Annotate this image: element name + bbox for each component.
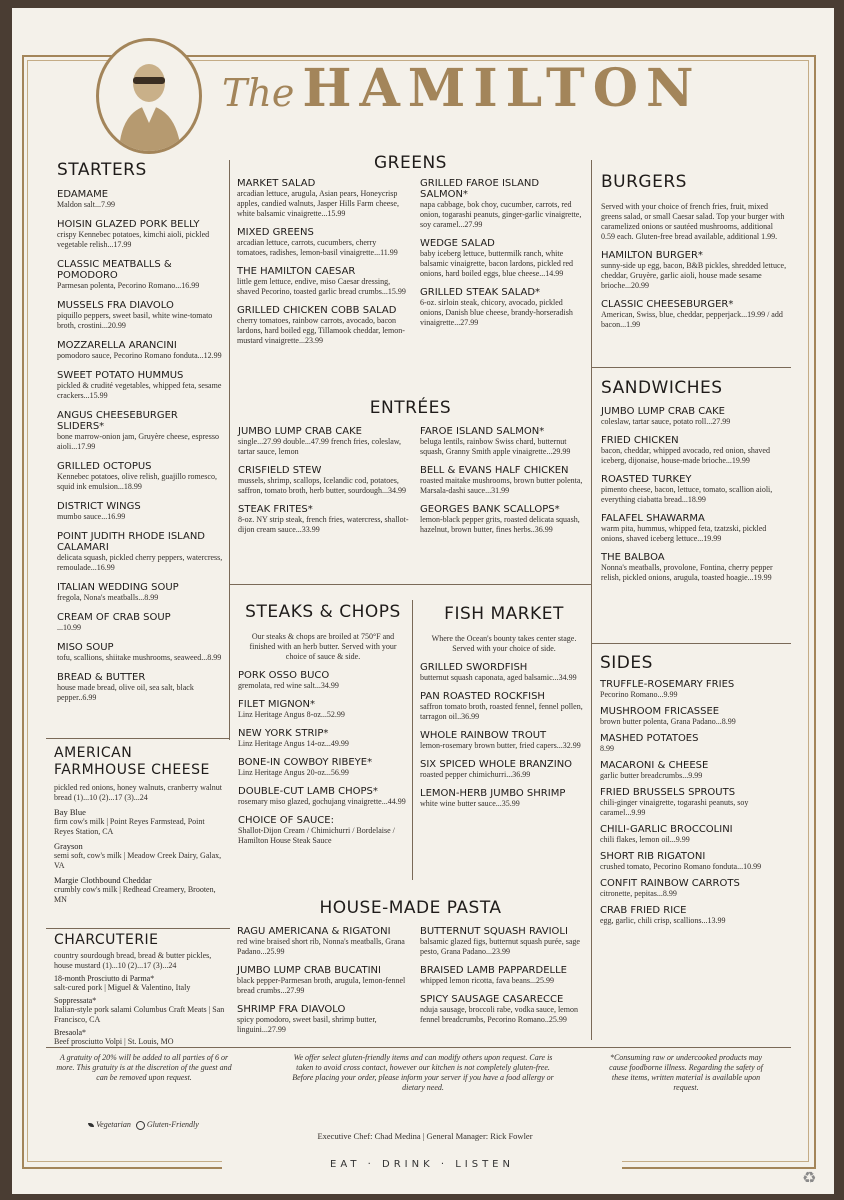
menu-item-description: crispy Kennebec potatoes, kimchi aioli, pickled vegetable relish...17.99 (57, 230, 210, 249)
menu-item-description: egg, garlic, chili crisp, scallions...13.99 (600, 916, 726, 925)
menu-item-description: arcadian lettuce, carrots, cucumbers, cherry tomatoes, radishes, lemon-basil vinaigrette...11.99 (237, 238, 398, 257)
pasta-heading-wrap (230, 898, 591, 918)
menu-item-name: Bresaola* (54, 1028, 86, 1037)
menu-item (238, 815, 408, 846)
menu-item-name: THE HAMILTON CAESAR (237, 266, 356, 277)
menu-item-description: saffron tomato broth, roasted fennel, fennel pollen, tarragon oil..36.99 (420, 702, 583, 721)
sandwiches-heading: SANDWICHES (601, 378, 723, 398)
menu-item (57, 531, 227, 573)
menu-item (57, 189, 227, 210)
menu-item-name: SWEET POTATO HUMMUS (57, 370, 184, 381)
menu-item-name: FRIED BRUSSELS SPROUTS (600, 787, 736, 798)
menu-item-description: coleslaw, tartar sauce, potato roll...27.99 (601, 417, 731, 426)
burgers-section (601, 172, 787, 330)
menu-item-name: WHOLE RAINBOW TROUT (420, 730, 547, 741)
fish-list (420, 662, 588, 809)
menu-item-description: balsamic glazed figs, butternut squash purée, sage pesto, Grana Padano...23.99 (420, 937, 580, 956)
menu-item (600, 824, 788, 845)
menu-item (238, 504, 410, 535)
menu-item (57, 672, 227, 703)
menu-item-description: bacon, cheddar, whipped avocado, red onion, shaved iceberg, dijonaise, house-made brioche...19.99 (601, 446, 770, 465)
menu-item (238, 426, 410, 457)
menu-item-name: DISTRICT WINGS (57, 501, 141, 512)
menu-item-name: WEDGE SALAD (420, 238, 495, 249)
menu-item-name: GEORGES BANK SCALLOPS* (420, 504, 560, 515)
menu-item-description: warm pita, hummus, whipped feta, tzatzski, pickled onions, shaved iceberg lettuce...19.99 (601, 524, 767, 543)
menu-item-name: Bay Blue (54, 807, 86, 817)
column-divider-3 (412, 600, 413, 880)
menu-item-name: EDAMAME (57, 189, 109, 200)
menu-item (420, 691, 588, 722)
menu-item-name: MISO SOUP (57, 642, 114, 653)
menu-item-description: semi soft, cow's milk | Meadow Creek Dairy, Galax, VA (54, 851, 222, 870)
sides-heading: SIDES (600, 653, 653, 673)
menu-item-name: FRIED CHICKEN (601, 435, 679, 446)
sandwiches-section (601, 378, 787, 583)
menu-item-description: white wine butter sauce...35.99 (420, 799, 520, 808)
menu-item (420, 965, 588, 986)
menu-item (238, 786, 408, 807)
menu-item (420, 178, 588, 230)
gluten-friendly-icon (136, 1121, 145, 1130)
menu-item-name: MUSSELS FRA DIAVOLO (57, 300, 174, 311)
entrees-heading: ENTRÉES (369, 398, 452, 418)
menu-item-description: Linz Heritage Angus 14-oz...49.99 (238, 739, 349, 748)
menu-item-name: CLASSIC CHEESEBURGER* (601, 299, 734, 310)
menu-item-description: Beef prosciutto Volpi | St. Louis, MO (54, 1037, 174, 1046)
dietary-legend (72, 1120, 212, 1130)
column-divider-1 (229, 160, 230, 740)
greens-left (237, 170, 409, 346)
staff-credits: Executive Chef: Chad Medina | General Manager: Rick Fowler (317, 1131, 533, 1141)
menu-item-description: salt-cured pork | Miguel & Valentino, Italy (54, 983, 191, 992)
menu-item (57, 642, 227, 663)
menu-item-name: MASHED POTATOES (600, 733, 699, 744)
menu-item-description: bone marrow-onion jam, Gruyère cheese, espresso aioli...17.99 (57, 432, 219, 451)
menu-item (54, 996, 226, 1025)
menu-item (237, 178, 409, 219)
menu-item-description: butternut squash caponata, aged balsamic...34.99 (420, 673, 577, 682)
menu-item-description: spicy pomodoro, sweet basil, shrimp butter, linguini...27.99 (237, 1015, 377, 1034)
menu-item (420, 426, 588, 457)
menu-item (54, 875, 226, 905)
menu-item (420, 926, 588, 957)
menu-item (601, 435, 787, 466)
menu-item-description: 6-oz. sirloin steak, chicory, avocado, pickled onions, Danish blue cheese, brandy-horseradish vinaigrette...27.99 (420, 298, 573, 327)
menu-item-description: pickled & crudité vegetables, whipped feta, sesame crackers...15.99 (57, 381, 222, 400)
entrees-left (238, 418, 410, 535)
menu-item (237, 926, 409, 957)
menu-item-description: single...27.99 double...47.99 french fries, coleslaw, tartar sauce, lemon (238, 437, 401, 456)
menu-item-description: piquillo peppers, sweet basil, white wine-tomato broth, crostini...20.99 (57, 311, 213, 330)
menu-item-description: Italian-style pork salami Columbus Craft Meats | San Francisco, CA (54, 1005, 225, 1024)
menu-item-name: SHORT RIB RIGATONI (600, 851, 706, 862)
brand-hamilton: HAMILTON (302, 58, 702, 119)
menu-item-description: tofu, scallions, shiitake mushrooms, seaweed...8.99 (57, 653, 222, 662)
menu-item (54, 1028, 226, 1047)
menu-item (57, 259, 227, 291)
greens-right (420, 170, 588, 328)
footer-divider (46, 1047, 791, 1048)
menu-item (601, 250, 787, 291)
menu-item (57, 582, 227, 603)
menu-item-description: crushed tomato, Pecorino Romano fonduta...10.99 (600, 862, 762, 871)
menu-item-description: red wine braised short rib, Nonna's meatballs, Grana Padano...25.99 (237, 937, 405, 956)
menu-item-name: RAGU AMERICANA & RIGATONI (237, 926, 391, 937)
menu-item-name: GRILLED STEAK SALAD* (420, 287, 541, 298)
menu-item-description: whipped lemon ricotta, fava beans...25.99 (420, 976, 554, 985)
menu-item (57, 612, 227, 633)
tagline (222, 1152, 622, 1171)
menu-item (420, 238, 588, 279)
menu-item-description: lemon-rosemary brown butter, fried capers...32.99 (420, 741, 581, 750)
menu-item-name: THE BALBOA (601, 552, 665, 563)
menu-item-name: HOISIN GLAZED PORK BELLY (57, 219, 200, 230)
hamilton-portrait-logo (96, 38, 202, 154)
sandwiches-divider (591, 643, 791, 644)
menu-item-description: chili-ginger vinaigrette, togarashi peanuts, soy caramel...9.99 (600, 798, 749, 817)
charcuterie-list (54, 974, 226, 1047)
menu-item-description: sunny-side up egg, bacon, B&B pickles, shredded lettuce, cheddar, Gruyère, garlic aioli, house made sesame brioche...20.99 (601, 261, 787, 290)
menu-item (420, 504, 588, 535)
menu-item (601, 552, 787, 583)
menu-item (600, 878, 788, 899)
sandwiches-list (601, 406, 787, 583)
menu-item-description: Parmesan polenta, Pecorino Romano...16.99 (57, 281, 200, 290)
menu-item-description: Kennebec potatoes, olive relish, guajillo romesco, squid ink emulsion...18.99 (57, 472, 217, 491)
menu-item-description: Nonna's meatballs, provolone, Fontina, cherry pepper relish, pickled onions, arugula, toasted hoagie...19.99 (601, 563, 773, 582)
menu-item-name: JUMBO LUMP CRAB CAKE (601, 406, 725, 417)
menu-item (601, 406, 787, 427)
menu-item-name: TRUFFLE-ROSEMARY FRIES (600, 679, 735, 690)
vegetarian-leaf-icon (88, 1123, 94, 1127)
menu-item (420, 994, 588, 1025)
menu-item-name: SHRIMP FRA DIAVOLO (237, 1004, 346, 1015)
brand-the: The (222, 71, 295, 115)
restaurant-name (222, 58, 702, 119)
menu-item-name: GRILLED SWORDFISH (420, 662, 528, 673)
menu-item (420, 662, 588, 683)
menu-item-description: Linz Heritage Angus 20-oz...56.99 (238, 768, 349, 777)
menu-item-name: HAMILTON BURGER* (601, 250, 703, 261)
cheese-divider (46, 928, 230, 929)
menu-item (420, 287, 588, 328)
menu-item (237, 227, 409, 258)
menu-item (57, 461, 227, 492)
menu-item (420, 730, 588, 751)
menu-item (54, 841, 226, 871)
menu-item-name: JUMBO LUMP CRAB BUCATINI (237, 965, 381, 976)
menu-item-description: little gem lettuce, endive, miso Caesar dressing, shaved Pecorino, toasted garlic bread crumbs...15.99 (237, 277, 406, 296)
menu-item-description: fregola, Nona's meatballs...8.99 (57, 593, 159, 602)
menu-item-name: Soppressata* (54, 996, 97, 1005)
menu-item-name: ANGUS CHEESEBURGER SLIDERS* (57, 410, 178, 432)
starters-section (57, 160, 227, 703)
menu-item-description: mumbo sauce...16.99 (57, 512, 126, 521)
charcuterie-section (54, 932, 226, 1047)
menu-item-name: 18-month Prosciutto di Parma* (54, 974, 155, 983)
menu-item-name: SPICY SAUSAGE CASARECCE (420, 994, 564, 1005)
menu-item-description: gremolata, red wine salt...34.99 (238, 681, 339, 690)
menu-item-name: CONFIT RAINBOW CARROTS (600, 878, 740, 889)
menu-item (57, 370, 227, 401)
menu-item-name: Margie Clothbound Cheddar (54, 875, 152, 885)
menu-item-description: Pecorino Romano...9.99 (600, 690, 678, 699)
menu-item-description: beluga lentils, rainbow Swiss chard, butternut squash, Granny Smith apple vinaigrette...29.99 (420, 437, 571, 456)
menu-item-description: baby iceberg lettuce, buttermilk ranch, white balsamic vinaigrette, bacon lardons, pickled red onions, hard boiled eggs, blue cheese...14.99 (420, 249, 574, 278)
burgers-heading: BURGERS (601, 172, 687, 192)
menu-item-name: NEW YORK STRIP* (238, 728, 329, 739)
menu-item-name: BUTTERNUT SQUASH RAVIOLI (420, 926, 568, 937)
menu-item-description: rosemary miso glazed, gochujang vinaigrette...44.99 (238, 797, 406, 806)
steaks-heading: STEAKS & CHOPS (245, 602, 401, 622)
menu-item (238, 699, 408, 720)
menu-item-description: delicata squash, pickled cherry peppers, watercress, remoulade...16.99 (57, 553, 223, 572)
menu-item-description: nduja sausage, broccoli rabe, vodka sauce, lemon fennel breadcrumbs, Pecorino Romano..25.99 (420, 1005, 578, 1024)
menu-item (57, 410, 227, 452)
menu-item-description: brown butter polenta, Grana Padano...8.99 (600, 717, 736, 726)
column-divider-2 (591, 160, 592, 1040)
menu-item (601, 474, 787, 505)
menu-item-description: arcadian lettuce, arugula, Asian pears, Honeycrisp apples, candied walnuts, Jasper Hills Farm cheese, white balsamic vinaigrette...15.99 (237, 189, 399, 218)
steaks-section (238, 602, 408, 846)
menu-item-name: CHOICE OF SAUCE: (238, 815, 334, 826)
menu-item (238, 670, 408, 691)
cheese-section (54, 745, 226, 905)
menu-item-description: pomodoro sauce, Pecorino Romano fonduta...12.99 (57, 351, 222, 360)
menu-item-name: LEMON-HERB JUMBO SHRIMP (420, 788, 566, 799)
menu-item-description: crumbly cow's milk | Redhead Creamery, Brooten, MN (54, 885, 216, 904)
pasta-right (420, 918, 588, 1025)
menu-item (54, 974, 226, 993)
menu-item (420, 788, 588, 809)
menu-item (600, 760, 788, 781)
menu-item-name: MIXED GREENS (237, 227, 314, 238)
pasta-heading: HOUSE-MADE PASTA (319, 898, 502, 918)
burgers-list (601, 250, 787, 330)
menu-item (600, 733, 788, 754)
menu-item-name: CRISFIELD STEW (238, 465, 322, 476)
menu-item-name: BRAISED LAMB PAPPARDELLE (420, 965, 567, 976)
gratuity-note: A gratuity of 20% will be added to all parties of 6 or more. This gratuity is at the discretion of the guest and can be removed upon request. (56, 1053, 232, 1082)
menu-item-name: PAN ROASTED ROCKFISH (420, 691, 545, 702)
menu-item-description: napa cabbage, bok choy, cucumber, carrots, red onion, togarashi peanuts, ginger-garlic vinaigrette, soy caramel...27.99 (420, 200, 582, 229)
menu-item-description: chili flakes, lemon oil...9.99 (600, 835, 690, 844)
menu-item (601, 513, 787, 544)
menu-item-description: American, Swiss, blue, cheddar, pepperjack...19.99 / add bacon...1.99 (601, 310, 783, 329)
burgers-divider (591, 367, 791, 368)
menu-item-name: ITALIAN WEDDING SOUP (57, 582, 179, 593)
greens-heading: GREENS (374, 153, 447, 173)
menu-item-name: CLASSIC MEATBALLS & POMODORO (57, 259, 172, 281)
menu-item (600, 905, 788, 926)
menu-item-description: lemon-black pepper grits, roasted delicata squash, hazelnut, brown butter, fines herbs..36.99 (420, 515, 580, 534)
menu-item (237, 266, 409, 297)
menu-item (57, 501, 227, 522)
menu-item-name: GRILLED CHICKEN COBB SALAD (237, 305, 397, 316)
menu-item-description: Maldon salt...7.99 (57, 200, 115, 209)
menu-item-name: CHILI-GARLIC BROCCOLINI (600, 824, 733, 835)
menu-item-description: Shallot-Dijon Cream / Chimichurri / Bordelaise / Hamilton House Steak Sauce (238, 826, 395, 845)
menu-item (238, 757, 408, 778)
legend-gluten-friendly: Gluten-Friendly (146, 1120, 199, 1129)
entrees-heading-wrap (230, 398, 591, 418)
menu-item-name: FAROE ISLAND SALMON* (420, 426, 545, 437)
menu-item-name: CRAB FRIED RICE (600, 905, 687, 916)
cheese-list (54, 807, 226, 905)
burgers-intro: Served with your choice of french fries, fruit, mixed greens salad, or small Caesar salad. Top your burger with caramelized onions or sautéed mushrooms, additional 0.59 each. Gluten-free bread available, additional 1.99. (601, 202, 785, 241)
menu-item (237, 1004, 409, 1035)
menu-item-name: ROASTED TURKEY (601, 474, 692, 485)
menu-item-description: black pepper-Parmesan broth, arugula, lemon-fennel bread crumbs...27.99 (237, 976, 406, 995)
menu-item (420, 465, 588, 496)
menu-item-name: SIX SPICED WHOLE BRANZINO (420, 759, 573, 770)
menu-item (600, 706, 788, 727)
menu-item-description: roasted maitake mushrooms, brown butter polenta, Marsala-dashi sauce...31.99 (420, 476, 583, 495)
menu-item-name: BELL & EVANS HALF CHICKEN (420, 465, 569, 476)
menu-item-name: JUMBO LUMP CRAB CAKE (238, 426, 362, 437)
menu-item (237, 965, 409, 996)
steaks-intro: Our steaks & chops are broiled at 750°F and finished with an herb butter. Served with your choice of sauce & side. (249, 632, 397, 661)
menu-item-description: pimento cheese, bacon, lettuce, tomato, scallion aioli, everything ciabatta bread...18.99 (601, 485, 773, 504)
sides-list (600, 679, 788, 926)
menu-item (600, 679, 788, 700)
fish-intro: Where the Ocean's bounty takes center stage. Served with your choice of side. (431, 634, 577, 653)
menu-item-name: DOUBLE-CUT LAMB CHOPS* (238, 786, 378, 797)
menu-item (57, 340, 227, 361)
sides-section (600, 653, 788, 926)
menu-item-description: 8-oz. NY strip steak, french fries, watercress, shallot-dijon cream sauce...33.99 (238, 515, 409, 534)
menu-item-name: PORK OSSO BUCO (238, 670, 330, 681)
menu-item-name: Grayson (54, 841, 83, 851)
menu-item-description: house made bread, olive oil, sea salt, black pepper..6.99 (57, 683, 194, 702)
menu-item-description: ...10.99 (57, 623, 81, 632)
steaks-list (238, 670, 408, 846)
menu-item-name: MOZZARELLA ARANCINI (57, 340, 177, 351)
menu-item-name: MUSHROOM FRICASSEE (600, 706, 720, 717)
fish-heading: FISH MARKET (444, 604, 564, 624)
menu-item-description: 8.99 (600, 744, 614, 753)
entrees-right (420, 418, 588, 535)
menu-item-description: Linz Heritage Angus 8-oz...52.99 (238, 710, 345, 719)
menu-item-description: roasted pepper chimichurri...36.99 (420, 770, 531, 779)
tagline-text: EAT · DRINK · LISTEN (330, 1159, 514, 1170)
menu-item-description: mussels, shrimp, scallops, Icelandic cod, potatoes, saffron, tomato broth, herb butter, sourdough...34.99 (238, 476, 406, 495)
pasta-left (237, 918, 409, 1035)
gluten-note: We offer select gluten-friendly items and can modify others upon request. Care is taken to avoid cross contact, however our kitchen is not completely gluten-free. Before placing your order, please inform your server if you have a food allergy or dietary need. (292, 1053, 554, 1092)
fish-section (420, 604, 588, 809)
menu-item-name: BREAD & BUTTER (57, 672, 146, 683)
menu-item-name: BONE-IN COWBOY RIBEYE* (238, 757, 373, 768)
menu-item-name: STEAK FRITES* (238, 504, 313, 515)
entrees-divider (230, 584, 591, 585)
menu-item (57, 219, 227, 250)
menu-item (238, 728, 408, 749)
menu-item (600, 787, 788, 818)
menu-item-name: FILET MIGNON* (238, 699, 316, 710)
legend-vegetarian: Vegetarian (96, 1120, 131, 1129)
menu-item-description: cherry tomatoes, rainbow carrots, avocado, bacon lardons, hard boiled egg, Tillamook cheddar, lemon-mustard vinaigrette...23.99 (237, 316, 405, 345)
starters-heading: STARTERS (57, 160, 147, 180)
menu-item (238, 465, 410, 496)
menu-item-description: garlic butter breadcrumbs...9.99 (600, 771, 703, 780)
menu-item-name: GRILLED OCTOPUS (57, 461, 152, 472)
menu-item-description: citronette, pepitas...8.99 (600, 889, 677, 898)
recycle-icon: ♻ (802, 1168, 817, 1187)
menu-item (57, 300, 227, 331)
menu-item-name: FALAFEL SHAWARMA (601, 513, 705, 524)
menu-item-name: GRILLED FAROE ISLAND SALMON* (420, 178, 540, 200)
menu-item (54, 807, 226, 837)
menu-item (420, 759, 588, 780)
menu-item-name: MACARONI & CHEESE (600, 760, 709, 771)
menu-item-name: POINT JUDITH RHODE ISLAND CALAMARI (57, 531, 205, 553)
menu-item-name: CREAM OF CRAB SOUP (57, 612, 171, 623)
cheese-intro: pickled red onions, honey walnuts, cranberry walnut bread (1)...10 (2)...17 (3)...24 (54, 783, 222, 802)
charcuterie-intro: country sourdough bread, bread & butter pickles, house mustard (1)...10 (2)...17 (3)...24 (54, 951, 212, 970)
menu-item-description: firm cow's milk | Point Reyes Farmstead, Point Reyes Station, CA (54, 817, 205, 836)
menu-item (600, 851, 788, 872)
menu-item (237, 305, 409, 346)
menu-item-name: MARKET SALAD (237, 178, 316, 189)
menu-item (601, 299, 787, 330)
cheese-heading: AMERICAN FARMHOUSE CHEESE (54, 745, 210, 778)
charcuterie-heading: CHARCUTERIE (54, 932, 159, 948)
starters-list (57, 189, 227, 703)
consuming-raw-note: *Consuming raw or undercooked products may cause foodborne illness. Regarding the safety of these items, written material is available upon request. (609, 1053, 763, 1092)
starters-divider (46, 738, 230, 739)
